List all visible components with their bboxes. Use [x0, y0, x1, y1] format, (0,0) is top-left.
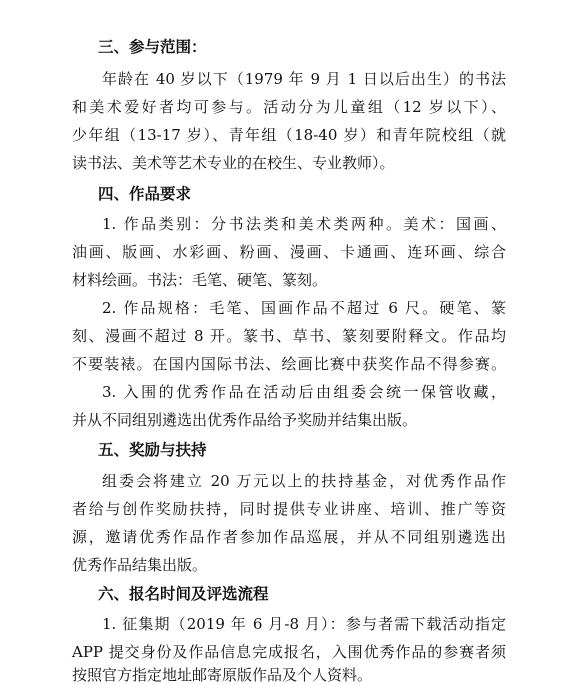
paragraph-line: 3. 入围的优秀作品在活动后由组委会统一保管收藏，	[102, 383, 506, 401]
section-heading-schedule: 六、报名时间及评选流程	[98, 585, 269, 603]
paragraph-line: 者给与创作奖励扶持，同时提供专业讲座、培训、推广等资	[72, 500, 506, 518]
paragraph-line: 读书法、美术等艺术专业的在校生、专业教师）。	[72, 154, 395, 172]
paragraph-line: 1. 征集期（2019 年 6 月-8 月）：参与者需下载活动指定	[102, 615, 506, 633]
section-heading-scope: 三、参与范围：	[98, 38, 207, 56]
paragraph-line: 按照官方指定地址邮寄原版作品及个人资料。	[72, 666, 373, 684]
paragraph-line: 2. 作品规格：毛笔、国画作品不超过 6 尺。硬笔、篆	[102, 299, 506, 317]
paragraph-line: 并从不同组别遴选出优秀作品给予奖励并结集出版。	[72, 411, 418, 429]
paragraph-line: 不要装裱。在国内国际书法、绘画比赛中获奖作品不得参赛。	[72, 355, 506, 373]
paragraph-line: 少年组（13-17 岁）、青年组（18-40 岁）和青年院校组（就	[72, 126, 506, 144]
paragraph-line: 年龄在 40 岁以下（1979 年 9 月 1 日以后出生）的书法	[102, 70, 506, 88]
paragraph-line: 和美术爱好者均可参与。活动分为儿童组（12 岁以下）、	[72, 98, 506, 116]
section-heading-rewards: 五、奖励与扶持	[98, 441, 207, 459]
paragraph-line: 组委会将建立 20 万元以上的扶持基金，对优秀作品作	[102, 472, 506, 490]
paragraph-line: 1. 作品类别：分书法类和美术类两种。美术：国画、	[102, 215, 506, 233]
paragraph-line: 源，邀请优秀作品作者参加作品巡展，并从不同组别遴选出	[72, 528, 506, 546]
paragraph-line: 刻、漫画不超过 8 开。篆书、草书、篆刻要附释文。作品均	[72, 327, 506, 345]
paragraph-line: 优秀作品结集出版。	[72, 556, 208, 574]
paragraph-line: 油画、版画、水彩画、粉画、漫画、卡通画、连环画、综合	[72, 243, 506, 261]
paragraph-line: APP 提交身份及作品信息完成报名，入围优秀作品的参赛者须	[72, 643, 506, 661]
paragraph-line: 材料绘画。书法：毛笔、硬笔、篆刻。	[72, 271, 328, 289]
section-heading-requirements: 四、作品要求	[98, 185, 192, 203]
